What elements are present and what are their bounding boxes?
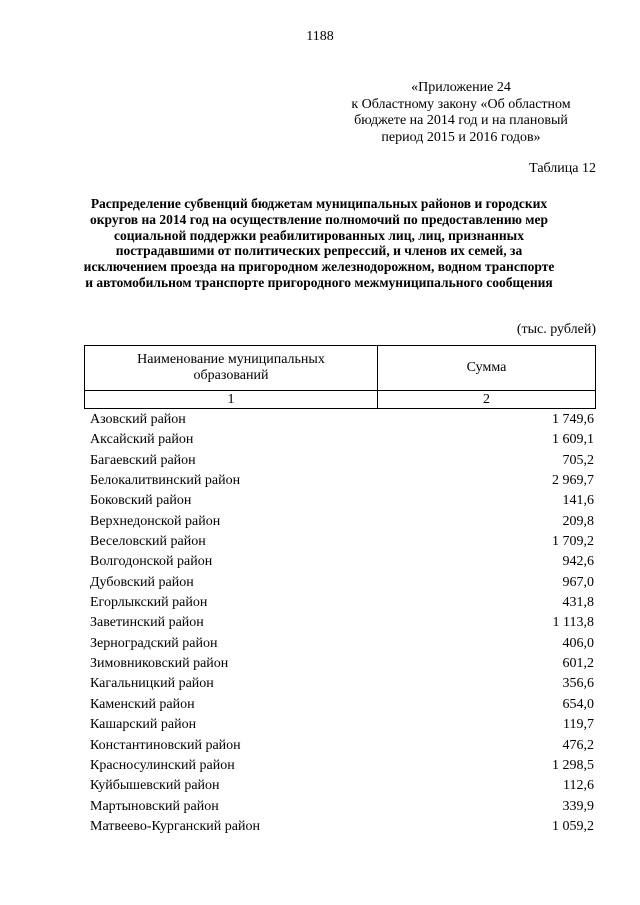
appendix-line: период 2015 и 2016 годов» — [381, 129, 541, 145]
subvention-amount: 2 969,7 — [552, 473, 594, 489]
subvention-amount: 1 113,8 — [552, 615, 594, 631]
municipality-name: Заветинский район — [90, 615, 204, 631]
table-row — [84, 797, 596, 817]
table-row — [84, 430, 596, 450]
municipality-name: Веселовский район — [90, 534, 206, 550]
subvention-amount: 141,6 — [562, 493, 594, 509]
subvention-amount: 476,2 — [562, 737, 594, 753]
table-row — [84, 451, 596, 471]
municipality-name: Верхнедонской район — [90, 513, 221, 529]
subvention-amount: 967,0 — [562, 574, 594, 590]
municipality-name: Мартыновский район — [90, 798, 219, 814]
municipality-name: Белокалитвинский район — [90, 473, 241, 489]
table-row — [84, 613, 596, 633]
municipality-name: Зерноградский район — [90, 635, 218, 651]
page-number: 1188 — [306, 29, 334, 44]
column-number: 2 — [378, 391, 596, 409]
municipality-name: Куйбышевский район — [90, 778, 220, 794]
column-number-row — [85, 391, 596, 409]
column-number: 1 — [85, 391, 378, 409]
municipality-name: Дубовский район — [90, 574, 194, 590]
municipality-name: Красносулинский район — [90, 757, 235, 773]
municipality-name: Волгодонской район — [90, 554, 213, 570]
subvention-amount: 119,7 — [563, 717, 594, 733]
municipality-name: Кашарский район — [90, 717, 197, 733]
header-name-line: Наименование муниципальных — [137, 352, 325, 367]
municipality-name: Матвеево-Курганский район — [90, 818, 260, 834]
appendix-reference — [320, 80, 602, 146]
subvention-amount: 1 709,2 — [552, 534, 594, 550]
table-row — [84, 776, 596, 796]
table-row — [84, 715, 596, 735]
subvention-amount: 601,2 — [562, 656, 594, 672]
table-row — [84, 817, 596, 837]
subvention-amount: 1 298,5 — [552, 757, 594, 773]
municipality-name: Кагальницкий район — [90, 676, 214, 692]
document-title: Распределение субвенций бюджетам муниципальных районов и городских округов на 2014 год на осуществление полномочий по предоставлению мер социальной поддержки реабилитированных лиц, лиц, признанных пострадавшими от политических репрессий, и членов их семей, за исключением проезда на пригородном железнодорожном, водном транспорте и автомобильном транспорте пригородного межмуниципального сообщения — [83, 196, 555, 290]
table-row — [84, 512, 596, 532]
appendix-line: к Областному закону «Об областном — [351, 96, 571, 112]
header-name-line: образований — [193, 368, 269, 383]
table-row — [84, 736, 596, 756]
municipality-name: Зимовниковский район — [90, 656, 229, 672]
header-sum-cell: Сумма — [378, 346, 596, 391]
municipality-name: Аксайский район — [90, 432, 194, 448]
table-label: Таблица 12 — [529, 161, 596, 176]
municipality-name: Багаевский район — [90, 452, 196, 468]
units-label: (тыс. рублей) — [516, 322, 596, 337]
subvention-amount: 112,6 — [563, 778, 594, 794]
table-row — [84, 532, 596, 552]
table-row — [84, 471, 596, 491]
subvention-amount: 1 749,6 — [552, 412, 594, 427]
appendix-line: бюджете на 2014 год и на плановый — [354, 113, 568, 128]
subvention-amount: 209,8 — [562, 513, 594, 529]
appendix-line: «Приложение 24 — [411, 80, 511, 95]
table-row — [84, 593, 596, 613]
subvention-amount: 1 059,2 — [552, 818, 594, 834]
table-row — [84, 573, 596, 593]
subvention-amount: 942,6 — [562, 554, 594, 570]
subvention-amount: 654,0 — [562, 696, 594, 712]
subvention-amount: 431,8 — [562, 595, 594, 611]
table-row — [84, 410, 596, 430]
table-row — [84, 654, 596, 674]
table-row — [84, 695, 596, 715]
table-row — [84, 634, 596, 654]
table-row — [84, 552, 596, 572]
header-name-cell — [85, 346, 378, 391]
table-body — [84, 410, 596, 837]
table-row — [84, 756, 596, 776]
municipality-name: Каменский район — [90, 696, 195, 712]
table-row — [84, 491, 596, 511]
subvention-amount: 339,9 — [562, 798, 594, 814]
municipality-name: Константиновский район — [90, 737, 241, 753]
header-row — [85, 346, 596, 391]
subvention-amount: 356,6 — [562, 676, 594, 692]
subvention-amount: 406,0 — [562, 635, 594, 651]
municipality-name: Азовский район — [90, 412, 186, 427]
municipality-name: Боковский район — [90, 493, 192, 509]
table-row — [84, 674, 596, 694]
subvention-amount: 705,2 — [562, 452, 594, 468]
subvention-amount: 1 609,1 — [552, 432, 594, 448]
municipality-name: Егорлыкский район — [90, 595, 208, 611]
table-header — [84, 345, 596, 409]
